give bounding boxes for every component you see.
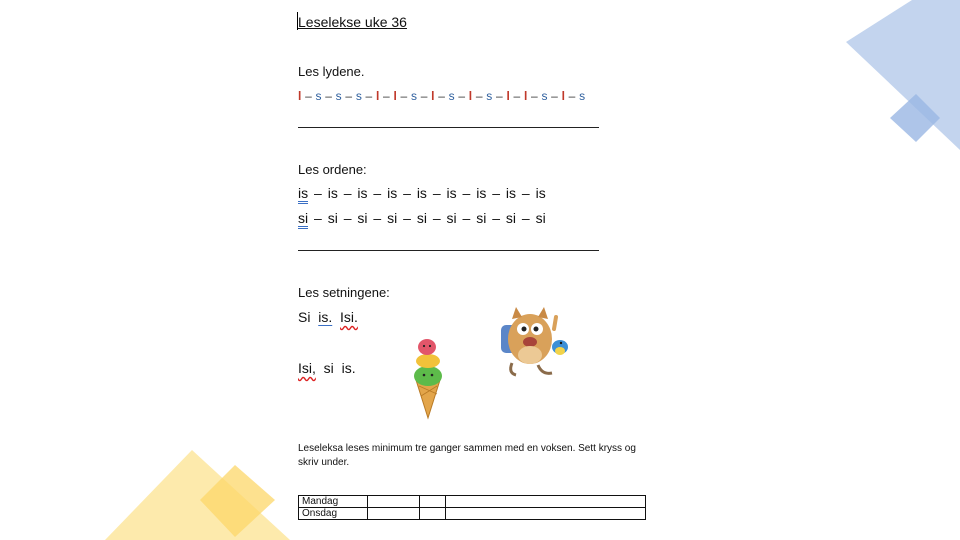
table-cell[interactable] — [368, 496, 420, 508]
sound-letters-row — [298, 89, 585, 103]
sound-letter: l — [431, 89, 435, 103]
separator: – — [337, 185, 358, 201]
word: si — [446, 210, 457, 226]
word: is — [327, 185, 338, 201]
sound-letter: s — [448, 89, 455, 103]
separator: – — [509, 89, 524, 103]
word: si — [505, 210, 517, 226]
word: is — [387, 185, 398, 201]
table-row — [299, 508, 646, 520]
separator: – — [426, 210, 447, 226]
separator: – — [472, 89, 487, 103]
sound-letter: s — [315, 89, 322, 103]
day-label: Onsdag — [299, 508, 368, 520]
separator: – — [397, 185, 417, 201]
sound-letter: l — [375, 89, 380, 103]
separator: – — [417, 89, 432, 103]
signature-table — [298, 495, 646, 520]
separator: – — [492, 89, 507, 103]
decor-bottom-left — [100, 445, 290, 540]
table-cell[interactable] — [368, 508, 420, 520]
sound-letter: l — [506, 89, 510, 103]
table-row — [299, 496, 646, 508]
separator: – — [547, 89, 562, 103]
sounds-heading: Les lydene. — [298, 64, 365, 79]
word: is — [446, 185, 457, 201]
word: is — [298, 185, 308, 204]
separator: – — [379, 89, 394, 103]
word: is — [505, 185, 517, 201]
word: si — [387, 210, 398, 226]
sound-letter: l — [298, 89, 302, 103]
word-row-si — [298, 210, 546, 226]
sentences-heading: Les setningene: — [298, 285, 390, 300]
sound-letter: l — [561, 89, 566, 103]
word: si — [476, 210, 487, 226]
owl-backpack-icon — [498, 305, 578, 380]
separator: – — [308, 210, 328, 226]
sound-letter: s — [355, 89, 363, 103]
separator: – — [308, 185, 328, 201]
separator: – — [565, 89, 580, 103]
word: is — [476, 185, 487, 201]
word: is — [535, 185, 546, 201]
word: si — [327, 210, 338, 226]
table-cell[interactable] — [446, 496, 646, 508]
words-heading: Les ordene: — [298, 162, 367, 177]
sound-letter: l — [468, 89, 473, 103]
word-row-is — [298, 185, 546, 201]
word: is. — [318, 309, 333, 325]
word: Si — [298, 309, 311, 325]
sentence-2 — [298, 360, 356, 376]
table-cell[interactable] — [446, 508, 646, 520]
separator: – — [434, 89, 449, 103]
decor-top-right — [840, 0, 960, 150]
day-label: Mandag — [299, 496, 368, 508]
separator: – — [527, 89, 542, 103]
separator: – — [397, 210, 417, 226]
sound-letter: s — [579, 89, 586, 103]
word: Isi, — [298, 360, 316, 376]
ice-cream-icon — [410, 334, 446, 420]
divider — [298, 250, 599, 251]
separator: – — [341, 89, 356, 103]
page-title: Leselekse uke 36 — [298, 14, 407, 30]
separator: – — [516, 210, 536, 226]
word: si — [535, 210, 546, 226]
sound-letter: l — [393, 89, 398, 103]
separator: – — [486, 185, 506, 201]
separator: – — [486, 210, 506, 226]
divider — [298, 127, 599, 128]
word: is — [357, 185, 368, 201]
document-page — [298, 0, 658, 540]
sound-letter: l — [523, 89, 528, 103]
separator: – — [367, 210, 388, 226]
word: si — [323, 360, 334, 376]
separator: – — [367, 185, 388, 201]
separator: – — [516, 185, 536, 201]
separator: – — [337, 210, 358, 226]
table-cell[interactable] — [420, 508, 446, 520]
word: si — [416, 210, 427, 226]
separator: – — [397, 89, 411, 103]
table-cell[interactable] — [420, 496, 446, 508]
instruction-note: Leseleksa leses minimum tre ganger sammen med en voksen. Sett kryss og skriv under. — [298, 443, 636, 468]
word: Isi. — [340, 309, 358, 325]
word: is — [416, 185, 427, 201]
separator: – — [321, 89, 336, 103]
separator: – — [426, 185, 447, 201]
sound-letter: s — [335, 89, 342, 103]
word: is. — [341, 360, 356, 376]
sentence-1 — [298, 309, 358, 325]
separator: – — [456, 210, 477, 226]
word: si — [298, 210, 308, 229]
separator: – — [456, 185, 477, 201]
separator: – — [362, 89, 376, 103]
sound-letter: s — [541, 89, 548, 103]
separator: – — [454, 89, 469, 103]
sound-letter: s — [410, 89, 418, 103]
separator: – — [301, 89, 316, 103]
word: si — [357, 210, 368, 226]
sound-letter: s — [486, 89, 493, 103]
